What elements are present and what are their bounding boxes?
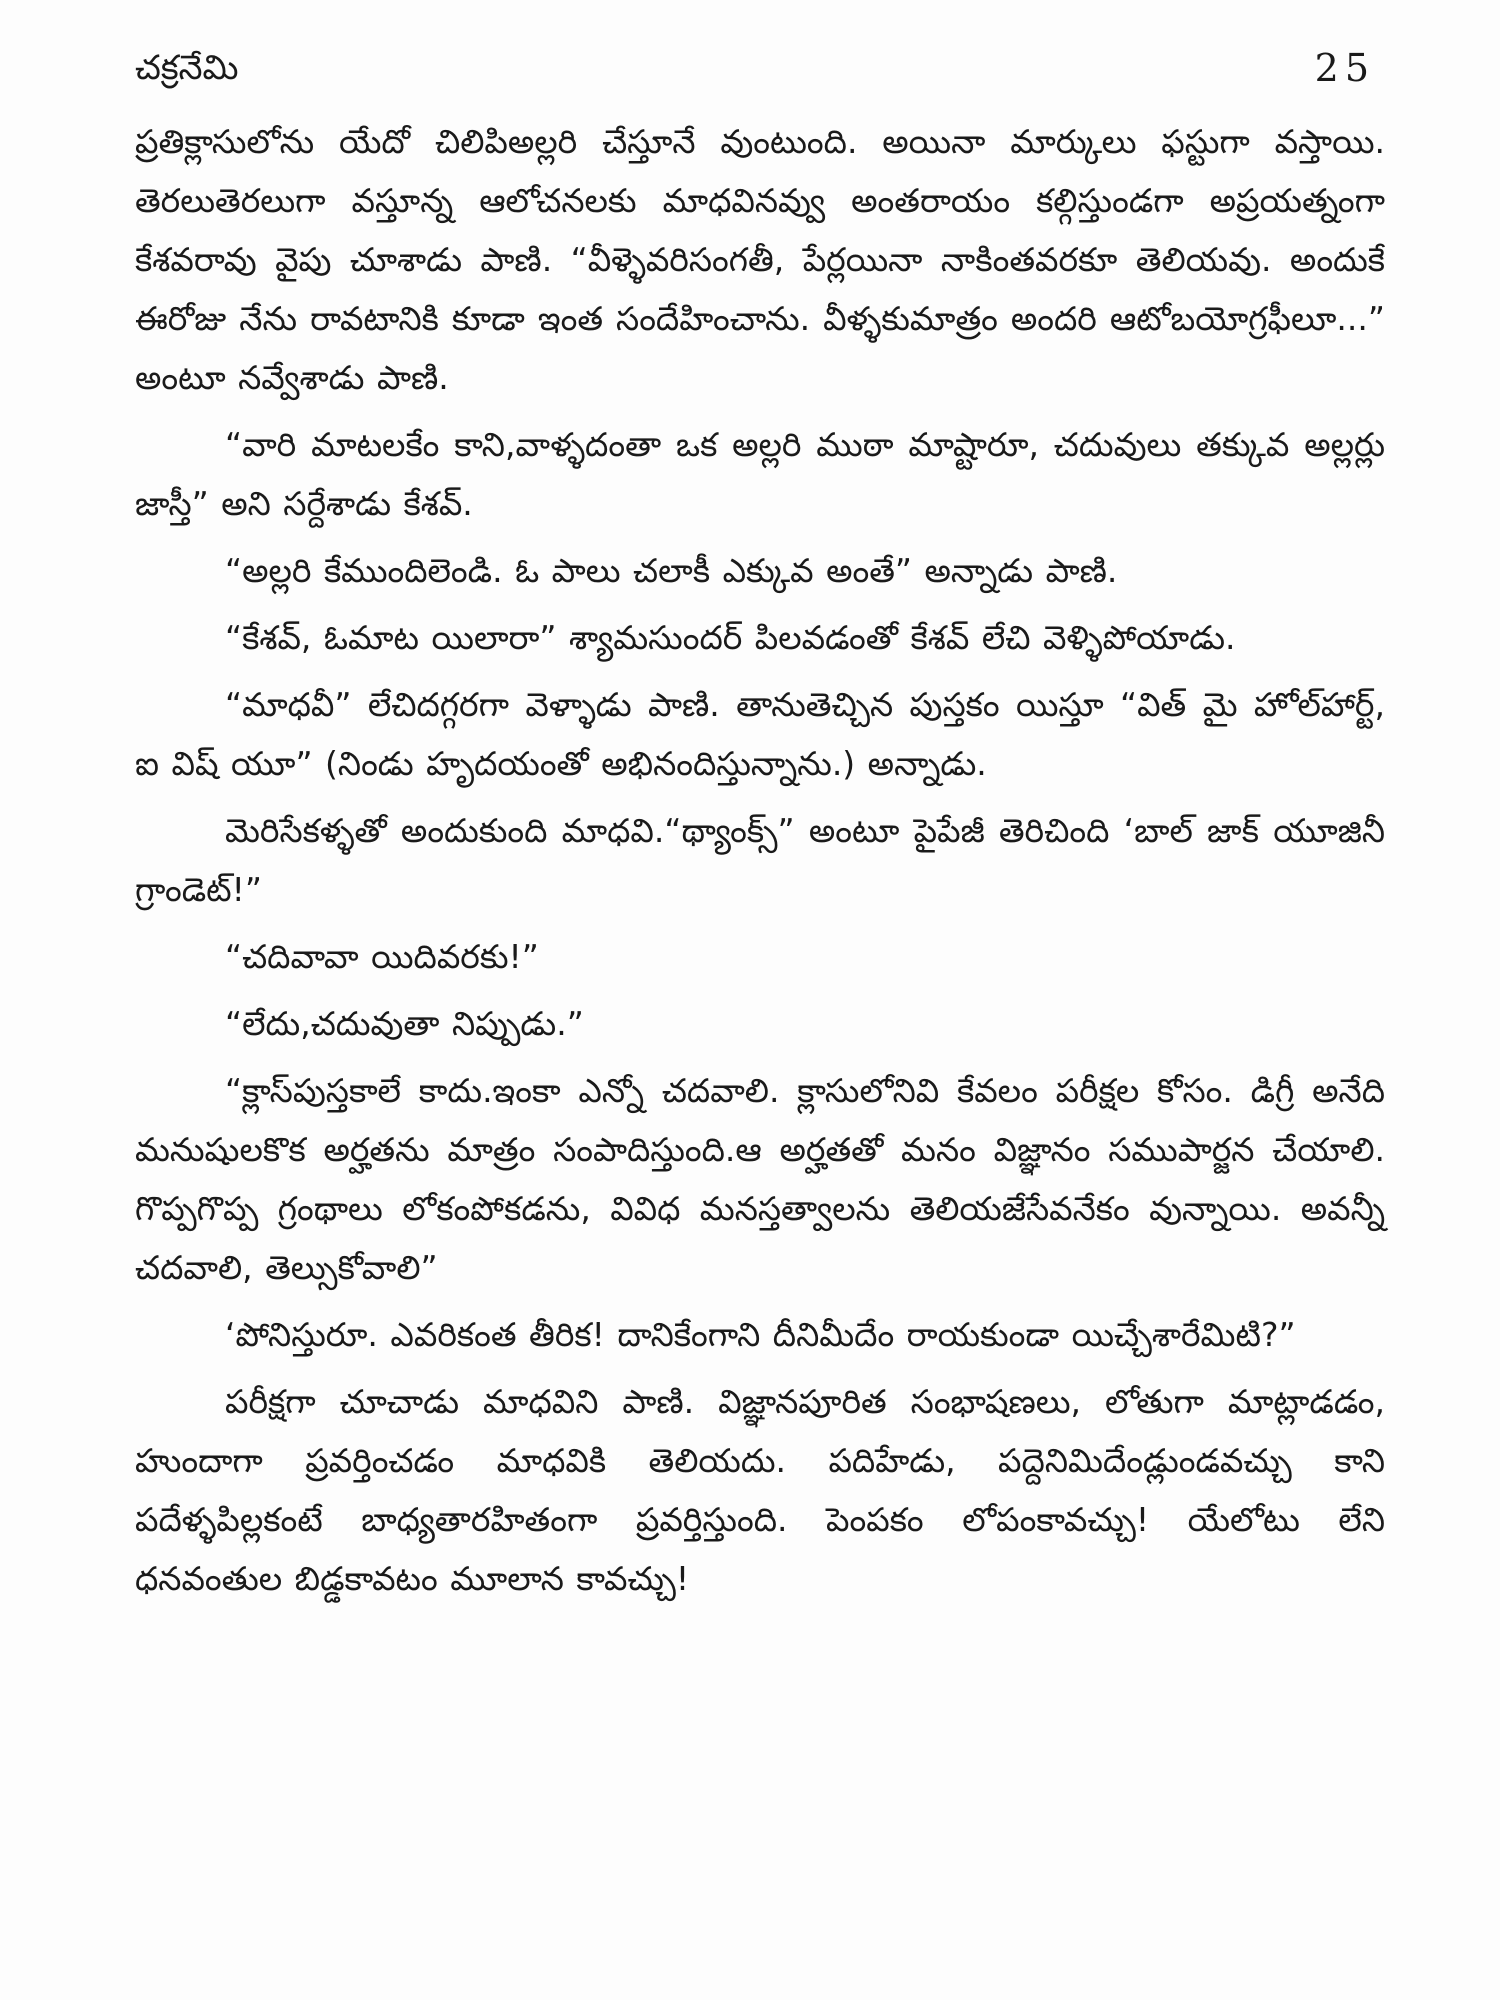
paragraph: “అల్లరి కేముందిలెండి. ఓ పాలు చలాకీ ఎక్కువ అంతే” అన్నాడు పాణి. [225,551,1118,590]
paragraph: పరీక్షగా చూచాడు మాధవిని పాణి. విజ్ఞానపూరిత సంభాషణలు, లోతుగా మాట్లాడడం, హుందాగా ప్రవర్తించడం మాధవికి తెలియదు. పదిహేడు, పద్దెనిమిదేండ్లుండవచ్చు కాని పదేళ్ళపిల్లకంటే బాధ్యతారహితంగా ప్రవర్తిస్తుంది. పెంపకం లోపంకావచ్చు! యేలోటు లేని ధనవంతుల బిడ్డకావటం మూలాన కావచ్చు! [135,1382,1385,1598]
paragraph: ‘పోనిస్తురూ. ఎవరికంత తీరిక! దానికేంగాని దీనిమీదేం రాయకుండా యిచ్చేశారేమిటి?” [225,1315,1296,1354]
page-header [135,38,1375,98]
paragraph: “క్లాస్‌పుస్తకాలే కాదు.ఇంకా ఎన్నో చదవాలి. క్లాసులోనివి కేవలం పరీక్షల కోసం. డిగ్రీ అనేది మనుషులకొక అర్హతను మాత్రం సంపాదిస్తుంది.ఆ అర్హతతో మనం విజ్ఞానం సముపార్జన చేయాలి. గొప్పగొప్ప గ్రంథాలు లోకంపోకడను, వివిధ మనస్తత్వాలను తెలియజేసేవనేకం వున్నాయి. అవన్నీ చదవాలి, తెల్సుకోవాలి” [135,1071,1385,1287]
paragraph: “మాధవీ” లేచిదగ్గరగా వెళ్ళాడు పాణి. తానుతెచ్చిన పుస్తకం యిస్తూ “విత్ మై హోల్‌హార్ట్, ఐ విష్ యూ” (నిండు హృదయంతో అభినందిస్తున్నాను.) అన్నాడు. [135,685,1385,783]
paragraph: “చదివావా యిదివరకు!” [225,937,539,976]
running-title: చక్రనేమి [135,48,239,88]
paragraph: ప్రతిక్లాసులోను యేదో చిలిపిఅల్లరి చేస్తూనే వుంటుంది. అయినా మార్కులు ఫస్టుగా వస్తాయి. తెరలుతెరలుగా వస్తూన్న ఆలోచనలకు మాధవినవ్వు అంతరాయం కల్గిస్తుండగా అప్రయత్నంగా కేశవరావు వైపు చూశాడు పాణి. “వీళ్ళెవరిసంగతీ, పేర్లయినా నాకింతవరకూ తెలియవు. అందుకే ఈరోజు నేను రావటానికి కూడా ఇంత సందేహించాను. వీళ్ళకుమాత్రం అందరి ఆటోబయోగ్రఫీలూ...” అంటూ నవ్వేశాడు పాణి. [135,122,1385,397]
paragraph: మెరిసేకళ్ళతో అందుకుంది మాధవి.“థ్యాంక్స్” అంటూ పైపేజీ తెరిచింది ‘బాల్ జాక్ యూజినీ గ్రాండెట్!” [135,811,1385,909]
paragraph: “వారి మాటలకేం కాని,వాళ్ళదంతా ఒక అల్లరి ముఠా మాష్టారూ, చదువులు తక్కువ అల్లర్లు జాస్తీ” అని సర్దేశాడు కేశవ్. [135,425,1385,523]
body-text [135,112,1385,1980]
paragraph: “కేశవ్, ఓమాట యిలారా” శ్యామసుందర్ పిలవడంతో కేశవ్ లేచి వెళ్ళిపోయాడు. [225,618,1236,657]
paragraph: “లేదు,చదువుతా నిప్పుడు.” [225,1004,584,1043]
page-number: 25 [1314,46,1375,90]
